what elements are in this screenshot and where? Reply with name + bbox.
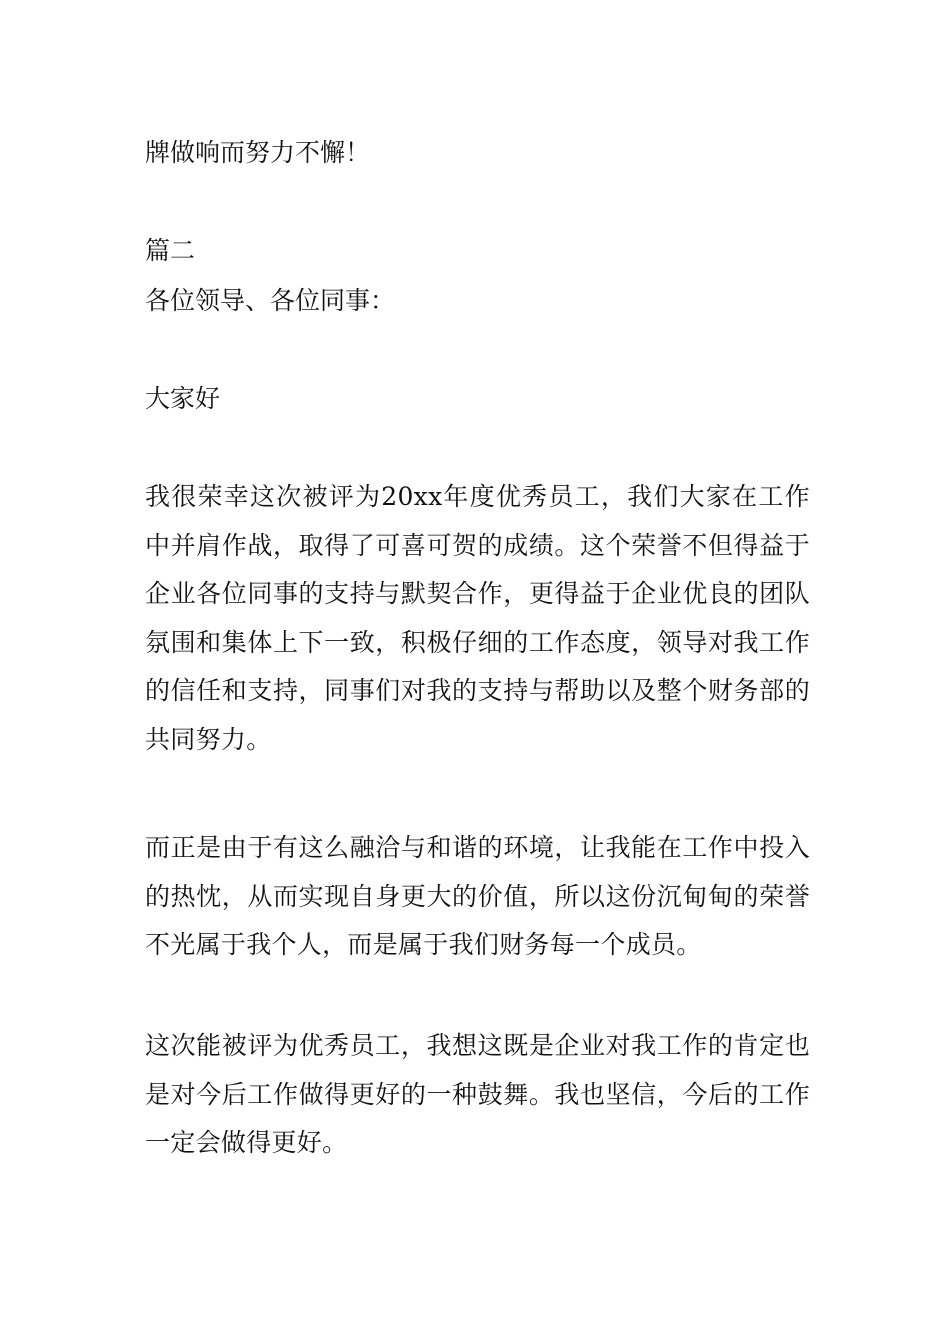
- paragraph-1: 我很荣幸这次被评为20xx年度优秀员工，我们大家在工作中并肩作战，取得了可喜可贺的成绩。这个荣誉不但得益于企业各位同事的支持与默契合作，更得益于企业优良的团队氛围和集体上下一致，积极仔细的工作态度，领导对我工作的信任和支持，同事们对我的支持与帮助以及整个财务部的共同努力。: [145, 482, 810, 754]
- section-heading: 篇二: [145, 236, 196, 265]
- paragraph-3: 这次能被评为优秀员工，我想这既是企业对我工作的肯定也是对今后工作做得更好的一种鼓舞。我也坚信，今后的工作一定会做得更好。: [145, 1031, 810, 1157]
- paragraph-2: 而正是由于有这么融洽与和谐的环境，让我能在工作中投入的热忱，从而实现自身更大的价值，所以这份沉甸甸的荣誉不光属于我个人，而是属于我们财务每一个成员。: [145, 833, 810, 959]
- salutation: 各位领导、各位同事：: [145, 286, 396, 315]
- greeting: 大家好: [145, 384, 221, 413]
- continuation-text: 牌做响而努力不懈！: [145, 138, 371, 167]
